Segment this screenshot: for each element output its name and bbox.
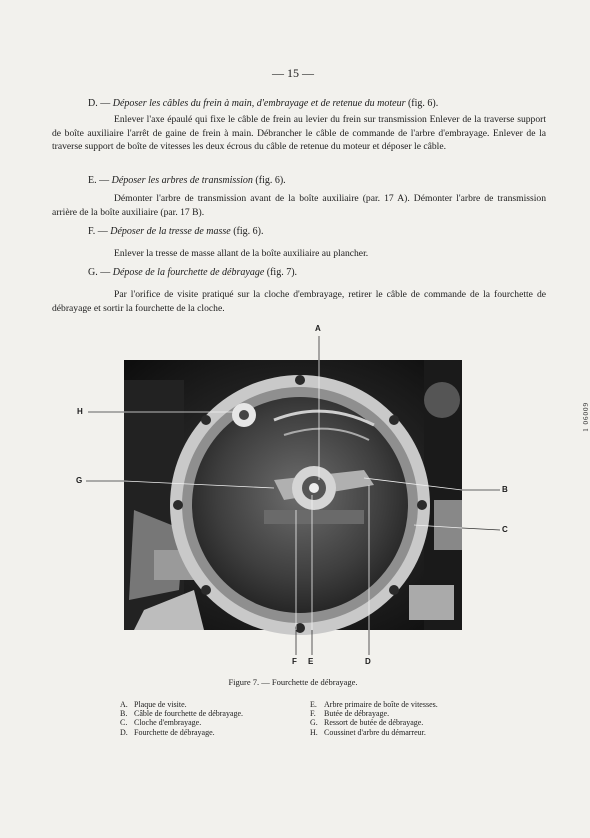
legend-item: D. Fourchette de débrayage. bbox=[120, 727, 215, 737]
section-g-letter: G. — bbox=[88, 267, 111, 278]
callout-h: H bbox=[77, 407, 83, 416]
figure-caption: Figure 7. — Fourchette de débrayage. bbox=[228, 677, 358, 687]
section-e-body: Démonter l'arbre de transmission avant de la boîte auxiliaire (par. 17 A). Démonter l'arbre de transmission arrière de la boîte auxiliaire (par. 17 B). bbox=[52, 193, 546, 218]
section-e-title: Déposer les arbres de transmission bbox=[111, 175, 253, 186]
legend-item: F. Butée de débrayage. bbox=[310, 709, 390, 719]
section-g-title: Dépose de la fourchette de débrayage bbox=[112, 267, 265, 278]
callout-a: A bbox=[315, 324, 321, 333]
legend-item: C. Cloche d'embrayage. bbox=[120, 718, 202, 728]
page-number: — 15 — bbox=[272, 66, 314, 80]
section-f-letter: F. — bbox=[88, 226, 108, 237]
legend-item: B. Câble de fourchette de débrayage. bbox=[120, 709, 244, 719]
section-f-ref: (fig. 6). bbox=[233, 226, 264, 237]
legend-item: E. Arbre primaire de boîte de vitesses. bbox=[310, 700, 438, 709]
legend-item: A. Plaque de visite. bbox=[120, 700, 187, 709]
legend-item: G. Ressort de butée de débrayage. bbox=[310, 718, 424, 728]
section-g-body: Par l'orifice de visite pratiqué sur la cloche d'embrayage, retirer le câble de commande de la fourchette de débrayage et sortir la fourchette de la cloche. bbox=[52, 289, 546, 314]
section-f-body: Enlever la tresse de masse allant de la boîte auxiliaire au plancher. bbox=[114, 248, 369, 259]
section-e-letter: E. — bbox=[88, 175, 110, 186]
section-d-letter: D. — bbox=[88, 98, 111, 109]
callout-c: C bbox=[502, 525, 508, 534]
side-reference-mark: 1 06009 bbox=[582, 402, 590, 432]
figure-legend-right bbox=[310, 700, 438, 737]
figure-legend-left bbox=[120, 700, 243, 737]
section-f-title: Déposer de la tresse de masse bbox=[110, 226, 231, 237]
section-d-ref: (fig. 6). bbox=[407, 98, 439, 109]
callout-g: G bbox=[76, 476, 83, 485]
callout-e: E bbox=[308, 657, 314, 666]
section-g-ref: (fig. 7). bbox=[266, 267, 298, 278]
callout-b: B bbox=[502, 485, 508, 494]
section-d-body: Enlever l'axe épaulé qui fixe le câble de frein au levier du frein sur transmission Enlever de la traverse support de boîte auxiliaire l'arrêt de gaine de frein à main. Débrancher le câble de commande de l'arbre d'embrayage. Enlever de la traverse support de boîte de vitesses les deux écrous du câble de retenue du moteur et déposer le câble. bbox=[52, 114, 546, 153]
section-d-title: Déposer les câbles du frein à main, d'embrayage et de retenue du moteur bbox=[112, 98, 406, 109]
callout-f: F bbox=[292, 657, 297, 666]
callout-d: D bbox=[365, 657, 371, 666]
legend-item: H. Coussinet d'arbre du démarreur. bbox=[310, 727, 426, 737]
section-e-ref: (fig. 6). bbox=[255, 175, 286, 186]
